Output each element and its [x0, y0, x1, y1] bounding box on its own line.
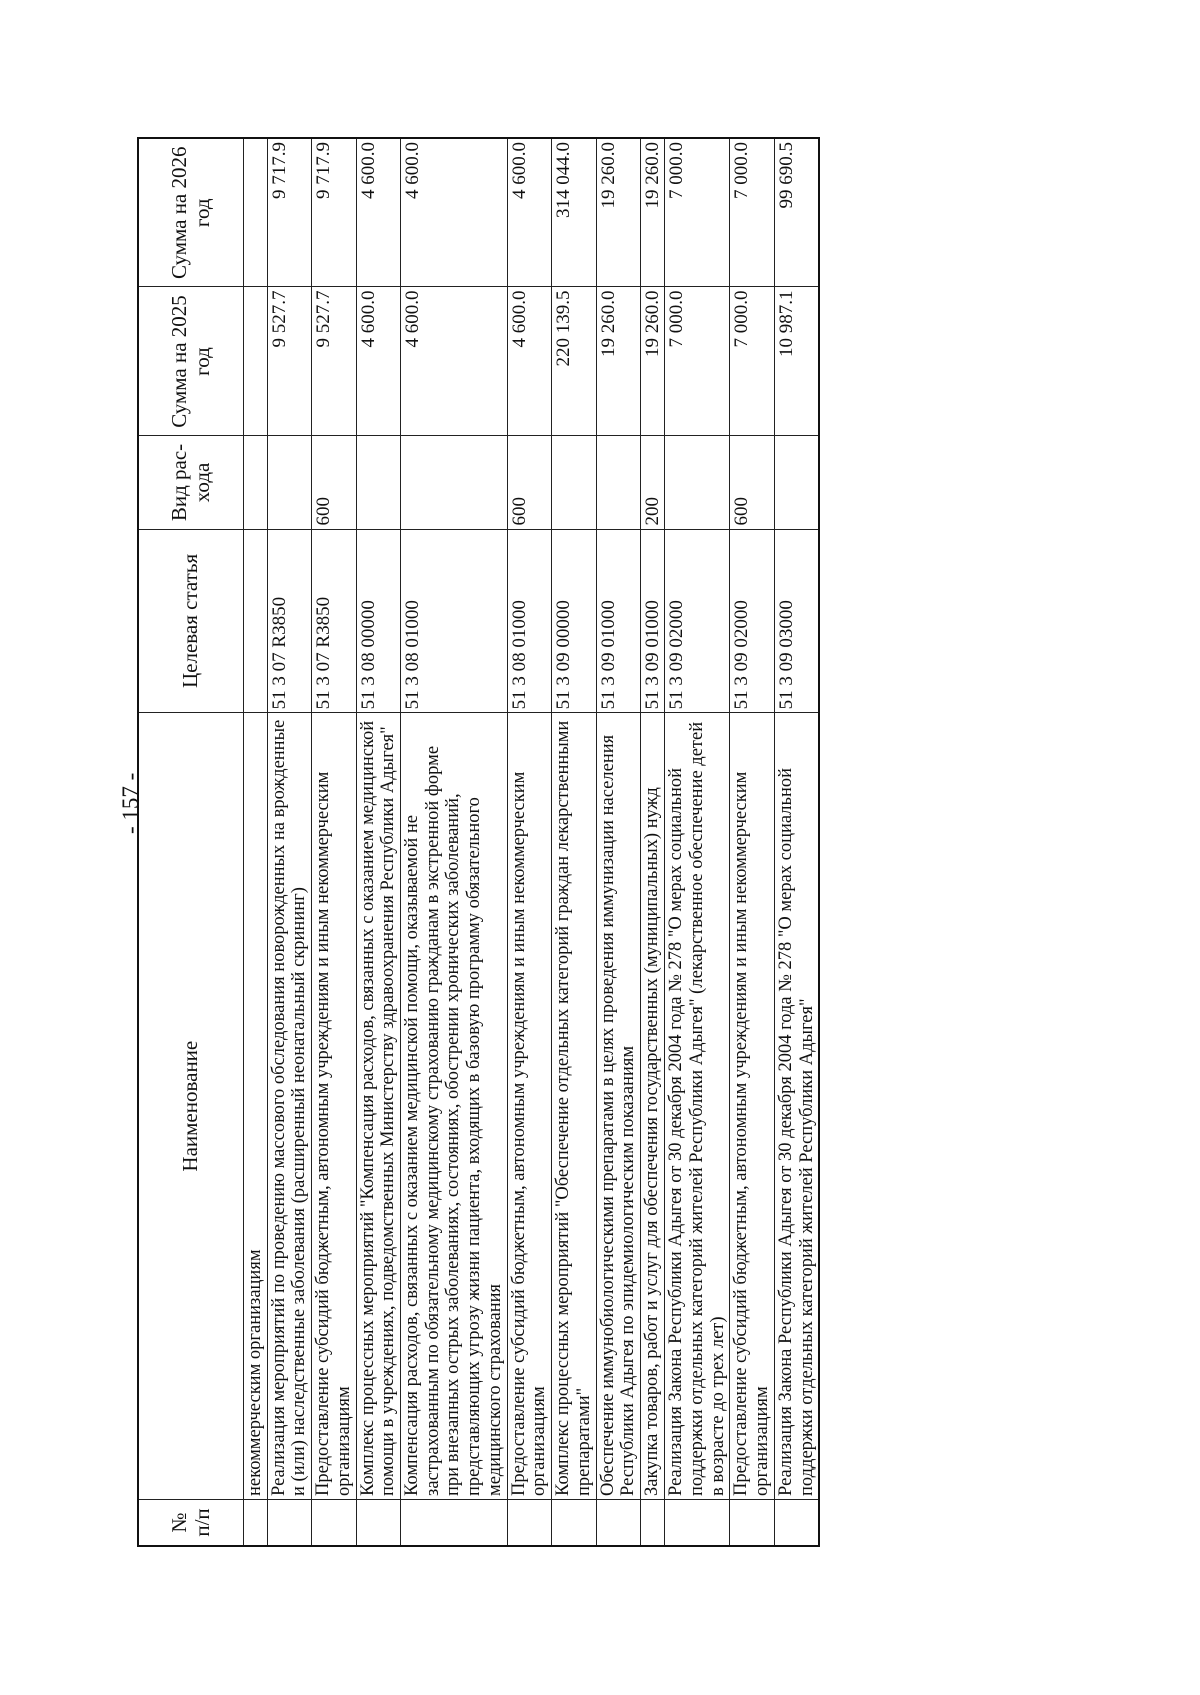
row-sum-2025: 19 260.0: [596, 287, 640, 436]
row-sum-2025: 10 987.1: [774, 287, 819, 436]
row-sum-2025: 220 139.5: [552, 287, 596, 436]
row-sum-2026: 7 000.0: [665, 138, 730, 287]
row-sum-2025: 9 527.7: [312, 287, 356, 436]
row-sum-2026: 7 000.0: [730, 138, 774, 287]
table-row: [356, 138, 400, 1546]
page-number: - 157 -: [118, 772, 143, 834]
row-name: некоммерческим организациям: [244, 713, 268, 1500]
row-number: [507, 1499, 551, 1546]
row-name: Обеспечение иммунобиологическими препаратами в целях проведения иммунизации населения Республики Адыгея по эпидемиологическим показаниям: [596, 713, 640, 1500]
row-expense-type: [356, 436, 400, 529]
row-sum-2026: 99 690.5: [774, 138, 819, 287]
row-name: Закупка товаров, работ и услуг для обеспечения государственных (муниципальных) нужд: [640, 713, 664, 1500]
row-target: [244, 529, 268, 713]
budget-table-rotated: [137, 137, 1045, 1547]
row-sum-2025: 4 600.0: [356, 287, 400, 436]
row-sum-2026: 19 260.0: [640, 138, 664, 287]
table-row: [640, 138, 664, 1546]
row-sum-2025: 9 527.7: [267, 287, 311, 436]
row-name: Комплекс процессных мероприятий "Компенсация расходов, связанных с оказанием медицинской помощи в учреждениях, подведомственных Министерству здравоохранения Республики Адыгея": [356, 713, 400, 1500]
row-name: Реализация Закона Республики Адыгея от 30 декабря 2004 года № 278 "О мерах социальной поддержки отдельных категорий жителей Республики Адыгея" (лекарственное обеспечение детей в возрасте до трех лет): [665, 713, 730, 1500]
row-target: 51 3 09 03000: [774, 529, 819, 713]
row-sum-2026: 19 260.0: [596, 138, 640, 287]
row-number: [356, 1499, 400, 1546]
row-number: [244, 1499, 268, 1546]
row-target: 51 3 07 R3850: [267, 529, 311, 713]
header-expense-type: Вид рас- хода: [138, 436, 244, 529]
table-row: [312, 138, 356, 1546]
table-row: [507, 138, 551, 1546]
table-row: [401, 138, 508, 1546]
budget-table: [137, 137, 820, 1547]
row-sum-2026: 9 717.9: [312, 138, 356, 287]
row-name: Предоставление субсидий бюджетным, автономным учреждениям и иным некоммерческим организациям: [507, 713, 551, 1500]
row-target: 51 3 07 R3850: [312, 529, 356, 713]
row-sum-2026: 9 717.9: [267, 138, 311, 287]
row-number: [312, 1499, 356, 1546]
header-sum-2026: Сумма на 2026 год: [138, 138, 244, 287]
row-name: Реализация мероприятий по проведению массового обследования новорожденных на врожденные и (или) наследственные заболевания (расширенный неонатальный скрининг): [267, 713, 311, 1500]
row-sum-2025: [244, 287, 268, 436]
header-number: № п/п: [138, 1499, 244, 1546]
row-sum-2025: 4 600.0: [401, 287, 508, 436]
table-row: [267, 138, 311, 1546]
row-target: 51 3 08 01000: [401, 529, 508, 713]
row-number: [640, 1499, 664, 1546]
row-number: [401, 1499, 508, 1546]
row-name: Предоставление субсидий бюджетным, автономным учреждениям и иным некоммерческим организациям: [312, 713, 356, 1500]
header-target: Целевая статья: [138, 529, 244, 713]
row-expense-type: 600: [507, 436, 551, 529]
row-expense-type: [596, 436, 640, 529]
row-sum-2026: 4 600.0: [507, 138, 551, 287]
row-sum-2025: 19 260.0: [640, 287, 664, 436]
row-target: 51 3 09 02000: [730, 529, 774, 713]
row-sum-2025: 7 000.0: [730, 287, 774, 436]
table-header-row: [138, 138, 244, 1546]
row-expense-type: [665, 436, 730, 529]
table-row: [665, 138, 730, 1546]
row-name: Комплекс процессных мероприятий "Обеспечение отдельных категорий граждан лекарственными препаратами": [552, 713, 596, 1500]
row-sum-2026: [244, 138, 268, 287]
row-target: 51 3 09 01000: [596, 529, 640, 713]
table-row: [596, 138, 640, 1546]
table-body: [244, 138, 820, 1546]
row-target: 51 3 09 00000: [552, 529, 596, 713]
row-name: Компенсация расходов, связанных с оказанием медицинской помощи, оказываемой не застрахованным по обязательному медицинскому страхованию гражданам в экстренной форме при внезапных острых заболеваниях, состояниях, обострении хронических заболеваний, представляющих угрозу жизни пациента, входящих в базовую программу обязательного медицинского страхования: [401, 713, 508, 1500]
row-expense-type: 600: [730, 436, 774, 529]
row-sum-2026: 4 600.0: [356, 138, 400, 287]
row-number: [730, 1499, 774, 1546]
row-expense-type: [774, 436, 819, 529]
row-expense-type: [401, 436, 508, 529]
row-number: [774, 1499, 819, 1546]
table-row: [730, 138, 774, 1546]
header-name: Наименование: [138, 713, 244, 1500]
row-number: [267, 1499, 311, 1546]
row-sum-2026: 314 044.0: [552, 138, 596, 287]
table-row: [244, 138, 268, 1546]
row-number: [665, 1499, 730, 1546]
row-sum-2025: 7 000.0: [665, 287, 730, 436]
row-expense-type: [244, 436, 268, 529]
table-row: [774, 138, 819, 1546]
table-row: [552, 138, 596, 1546]
row-number: [552, 1499, 596, 1546]
row-expense-type: 200: [640, 436, 664, 529]
row-target: 51 3 08 01000: [507, 529, 551, 713]
row-sum-2025: 4 600.0: [507, 287, 551, 436]
row-expense-type: [267, 436, 311, 529]
row-name: Предоставление субсидий бюджетным, автономным учреждениям и иным некоммерческим организациям: [730, 713, 774, 1500]
row-sum-2026: 4 600.0: [401, 138, 508, 287]
row-name: Реализация Закона Республики Адыгея от 30 декабря 2004 года № 278 "О мерах социальной поддержки отдельных категорий жителей Республики Адыгея": [774, 713, 819, 1500]
row-target: 51 3 08 00000: [356, 529, 400, 713]
header-sum-2025: Сумма на 2025 год: [138, 287, 244, 436]
row-number: [596, 1499, 640, 1546]
row-expense-type: [552, 436, 596, 529]
row-target: 51 3 09 01000: [640, 529, 664, 713]
row-expense-type: 600: [312, 436, 356, 529]
row-target: 51 3 09 02000: [665, 529, 730, 713]
